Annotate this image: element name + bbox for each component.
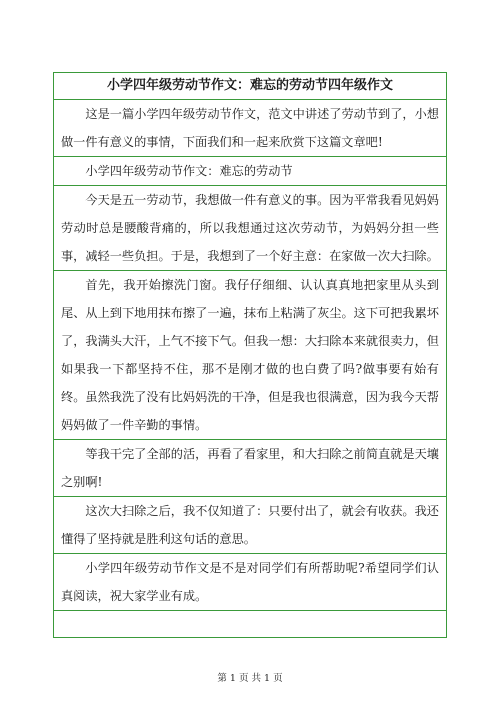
page-footer: 第 1 页 共 1 页: [217, 673, 283, 684]
body-paragraph-3: 等我干完了全部的活，再看了看家里，和大扫除之前简直就是天壤之别啊!: [54, 440, 446, 497]
body-paragraph-1: 今天是五一劳动节，我想做一件有意义的事。因为平常我看见妈妈劳动时总是腰酸背痛的，所以我想通过这次劳动节，为妈妈分担一些事，减轻一些负担。于是，我想到了一个好主意：在家做一次大扫除。: [54, 186, 446, 271]
empty-row: [54, 611, 446, 637]
document-title: 小学四年级劳动节作文：难忘的劳动节四年级作文: [54, 73, 446, 100]
document-table: [53, 72, 447, 638]
body-paragraph-4: 这次大扫除之后，我不仅知道了：只要付出了，就会有收获。我还懂得了坚持就是胜利这句话的意思。: [54, 497, 446, 554]
intro-paragraph: 这是一篇小学四年级劳动节作文，范文中讲述了劳动节到了，小想做一件有意义的事情，下面我们和一起来欣赏下这篇文章吧!: [54, 100, 446, 157]
subtitle-paragraph: 小学四年级劳动节作文：难忘的劳动节: [54, 157, 446, 186]
body-paragraph-2: 首先，我开始擦洗门窗。我仔仔细细、认认真真地把家里从头到尾、从上到下地用抹布擦了一遍，抹布上粘满了灰尘。这下可把我累坏了，我满头大汗，上气不接下气。但我一想：大扫除本来就很卖力，但如果我一下都坚持不住，那不是刚才做的也白费了吗?做事要有始有终。虽然我洗了没有比妈妈洗的干净，但是我也很满意，因为我今天帮妈妈做了一件辛勤的事情。: [54, 271, 446, 440]
closing-paragraph: 小学四年级劳动节作文是不是对同学们有所帮助呢?希望同学们认真阅读，祝大家学业有成。: [54, 554, 446, 611]
